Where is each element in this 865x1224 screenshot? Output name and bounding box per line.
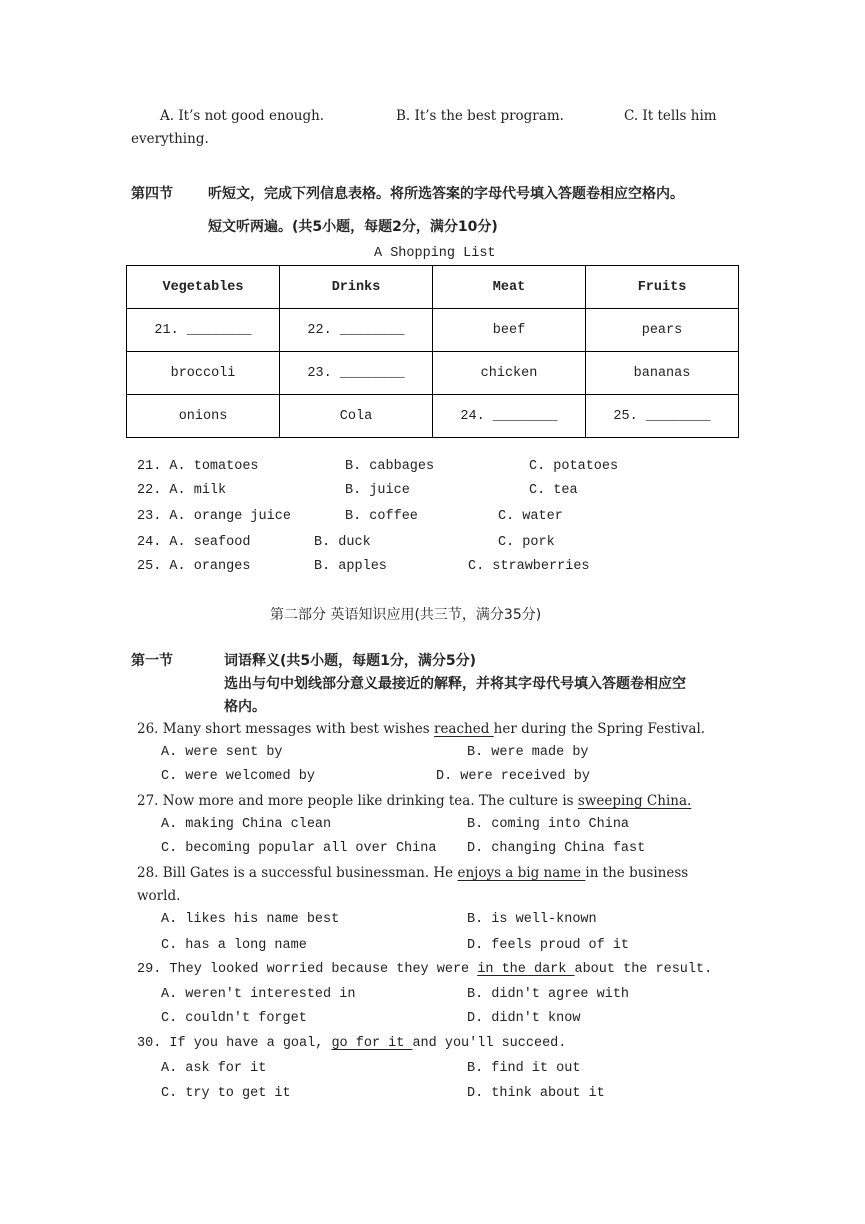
question-26: 26. Many short messages with best wishes reached her during the Spring Festival. <box>137 721 706 737</box>
underlined-phrase: go for it <box>331 1036 413 1051</box>
question-22: 22. A. milk <box>137 483 227 498</box>
question-28-c: C. has a long name <box>161 938 307 953</box>
question-27-b: B. coming into China <box>467 817 630 832</box>
question-29: 29. They looked worried because they were in the dark about the result. <box>137 962 713 977</box>
table-cell: 23. ________ <box>280 352 433 395</box>
section1-instruction-2: 选出与句中划线部分意义最接近的解释，并将其字母代号填入答题卷相应空 <box>224 676 686 692</box>
option-a: A. It’s not good enough. <box>160 108 325 124</box>
question-23-b: B. coffee <box>345 509 418 524</box>
question-30: 30. If you have a goal, go for it and you'll succeed. <box>137 1036 567 1051</box>
section4-label: 第四节 <box>131 186 173 202</box>
question-24: 24. A. seafood <box>137 535 251 550</box>
table-cell: chicken <box>433 352 586 395</box>
question-26-a: A. were sent by <box>161 745 283 760</box>
question-28: 28. Bill Gates is a successful businessman. He enjoys a big name in the business <box>137 865 689 881</box>
table-cell: 22. ________ <box>280 309 433 352</box>
section1-label: 第一节 <box>131 653 173 669</box>
question-28-d: D. feels proud of it <box>467 938 630 953</box>
question-25: 25. A. oranges <box>137 559 251 574</box>
question-30-d: D. think about it <box>467 1086 605 1101</box>
table-cell: onions <box>127 395 280 438</box>
table-cell: 24. ________ <box>433 395 586 438</box>
question-23-c: C. water <box>498 509 563 524</box>
question-29-b: B. didn't agree with <box>467 987 630 1002</box>
table-title: A Shopping List <box>374 246 496 261</box>
option-b: B. It’s the best program. <box>396 108 564 124</box>
question-30-b: B. find it out <box>467 1061 581 1076</box>
option-c-cont: everything. <box>131 131 209 147</box>
option-c: C. It tells him <box>624 108 717 124</box>
question-29-d: D. didn't know <box>467 1011 581 1026</box>
question-28-b: B. is well-known <box>467 912 597 927</box>
table-cell: beef <box>433 309 586 352</box>
table-cell: broccoli <box>127 352 280 395</box>
question-27-d: D. changing China fast <box>467 841 646 856</box>
header-fruits: Fruits <box>586 266 739 309</box>
table-cell: 25. ________ <box>586 395 739 438</box>
section4-instruction-2: 短文听两遍。(共5小题，每题2分，满分10分) <box>208 219 498 235</box>
question-27-c: C. becoming popular all over China <box>161 841 437 856</box>
question-30-a: A. ask for it <box>161 1061 267 1076</box>
question-29-c: C. couldn't forget <box>161 1011 307 1026</box>
table-row <box>127 352 739 395</box>
table-row <box>127 395 739 438</box>
question-28-a: A. likes his name best <box>161 912 340 927</box>
header-vegetables: Vegetables <box>127 266 280 309</box>
question-23: 23. A. orange juice <box>137 509 291 524</box>
shopping-list-table <box>126 265 739 438</box>
section4-instruction-1: 听短文，完成下列信息表格。将所选答案的字母代号填入答题卷相应空格内。 <box>208 186 684 202</box>
question-30-c: C. try to get it <box>161 1086 291 1101</box>
question-25-c: C. strawberries <box>468 559 590 574</box>
question-21: 21. A. tomatoes <box>137 459 259 474</box>
underlined-phrase: enjoys a big name <box>457 865 586 881</box>
table-cell: 21. ________ <box>127 309 280 352</box>
section1-instruction-3: 格内。 <box>224 699 266 715</box>
question-24-c: C. pork <box>498 535 555 550</box>
header-drinks: Drinks <box>280 266 433 309</box>
underlined-phrase: sweeping China. <box>577 793 692 809</box>
section1-instruction-1: 词语释义(共5小题，每题1分，满分5分) <box>224 653 477 669</box>
question-26-c: C. were welcomed by <box>161 769 315 784</box>
table-row <box>127 309 739 352</box>
question-25-b: B. apples <box>314 559 387 574</box>
table-cell: Cola <box>280 395 433 438</box>
question-22-c: C. tea <box>529 483 578 498</box>
question-24-b: B. duck <box>314 535 371 550</box>
underlined-phrase: reached <box>433 721 494 737</box>
question-26-b: B. were made by <box>467 745 589 760</box>
underlined-phrase: in the dark <box>477 962 575 977</box>
question-21-c: C. potatoes <box>529 459 619 474</box>
question-29-a: A. weren't interested in <box>161 987 356 1002</box>
table-header-row <box>127 266 739 309</box>
question-22-b: B. juice <box>345 483 410 498</box>
table-cell: bananas <box>586 352 739 395</box>
part2-title: 第二部分 英语知识应用(共三节，满分35分) <box>270 607 542 623</box>
question-27: 27. Now more and more people like drinking tea. The culture is sweeping China. <box>137 793 692 809</box>
question-21-b: B. cabbages <box>345 459 435 474</box>
table-cell: pears <box>586 309 739 352</box>
header-meat: Meat <box>433 266 586 309</box>
question-26-d: D. were received by <box>436 769 590 784</box>
question-28-cont: world. <box>137 888 181 904</box>
question-27-a: A. making China clean <box>161 817 332 832</box>
